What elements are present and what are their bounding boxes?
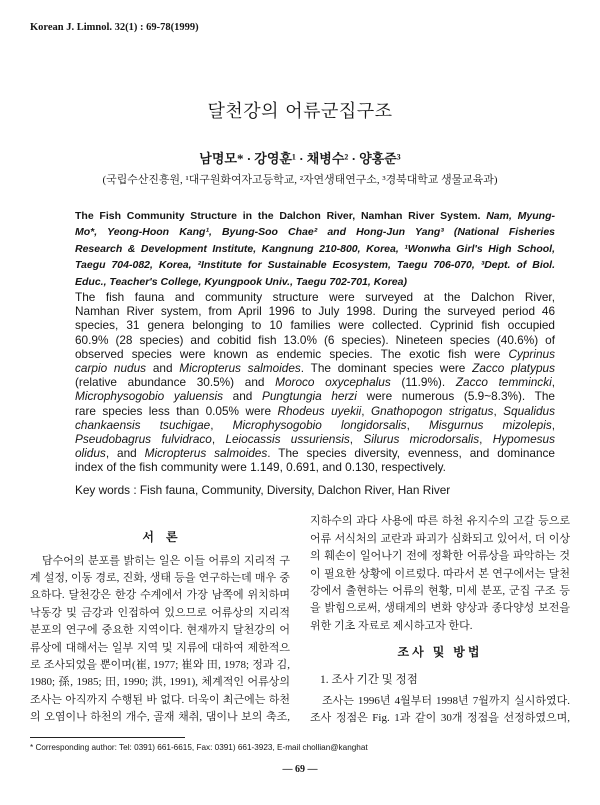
abstract xyxy=(75,290,555,475)
text-run: , xyxy=(211,432,226,447)
text-run: , xyxy=(493,403,504,418)
abstract-line xyxy=(75,446,555,460)
body-text-line: 낙동강 및 금강과 인접하여 있으므로 어류상의 지리적 xyxy=(30,606,290,619)
species-name: Rhodeus uyekii xyxy=(277,403,362,418)
text-run: were numerous (5.9~8.3%). The xyxy=(356,389,555,404)
abstract-line xyxy=(75,304,555,318)
body-text-line: 의 훼손이 일어나기 전에 정확한 어류상을 파악하는 것 xyxy=(310,550,570,563)
abstract-line xyxy=(75,460,555,474)
text-run: , xyxy=(210,417,233,432)
english-title-line xyxy=(75,241,555,258)
abstract-line xyxy=(75,361,555,375)
english-title-line xyxy=(75,224,555,241)
body-text-line: 조사 정점은 Fig. 1과 같이 30개 정점을 선정하였으며, xyxy=(310,712,570,725)
text-run: (relative abundance 30.5%) and xyxy=(75,375,276,390)
body-text-line: 을 밝힘으로써, 생태계의 변화 양상과 종다양성 보전을 xyxy=(310,602,570,615)
body-text-line: 분포의 연구에 중요한 지역이다. 현재까지 달천강의 어 xyxy=(30,624,290,637)
body-text-line: 의 오염이나 하천의 개수, 골재 채취, 댐이나 보의 축조, xyxy=(30,711,290,724)
abstract-line xyxy=(75,290,555,304)
paper-title: 달천강의 어류군집구조 xyxy=(207,101,393,122)
text-run: , and xyxy=(105,446,145,461)
text-run: (11.9%). xyxy=(390,375,456,390)
english-title-line xyxy=(75,257,555,274)
text-run: and xyxy=(223,389,262,404)
body-text-line: 조사는 아직까지 수행된 바 없다. 더욱이 최근에는 하천 xyxy=(30,693,290,706)
species-name: Silurus microdorsalis xyxy=(363,432,480,447)
text-run: Namhan River system, from April 1996 to July 1998. During the surveyed period 46 xyxy=(75,304,555,319)
text-run: . The species diversity, evenness, and dominance xyxy=(267,446,555,461)
abstract-line xyxy=(75,375,555,389)
text-run: index of the fish community were 1.149, 0.691, and 0.130, respectively. xyxy=(75,460,446,475)
english-title-line xyxy=(75,274,555,291)
body-text-line: 위한 기초 자료로 제시하고자 한다. xyxy=(310,619,473,632)
body-text-line: 어류 서식처의 교란과 파괴가 심화되고 있어서, 더 이상 xyxy=(310,532,570,545)
text-run: , xyxy=(479,432,493,447)
abstract-line xyxy=(75,418,555,432)
author-affiliations: (국립수산진흥원, ¹대구원화여자고등학교, ²자연생태연구소, ³경북대학교 생물교육과) xyxy=(102,174,498,186)
species-name: Leiocassis ussuriensis xyxy=(225,432,350,447)
text-run: , xyxy=(551,375,556,390)
abstract-line xyxy=(75,432,555,446)
species-name: Micropterus salmoides xyxy=(179,361,301,376)
body-text-line: 지하수의 과다 사용에 따른 하천 유지수의 고갈 등으로 xyxy=(310,515,570,528)
species-name: chankaensis tsuchigae xyxy=(75,417,211,432)
species-name: Moroco oxycephalus xyxy=(275,375,391,390)
text-run: , xyxy=(551,417,555,432)
species-name: Zacco platypus xyxy=(472,361,555,376)
page-number: — 69 — xyxy=(282,764,318,775)
introduction-text-continued xyxy=(310,513,570,635)
author-affiliation-run: Research & Development Institute, Kangnung 210-800, Korea, ¹Wonwha Girl's High School, xyxy=(75,242,555,255)
species-name: Misgurnus mizolepis xyxy=(428,417,552,432)
text-run: rare species less than 0.05% were xyxy=(75,403,278,418)
abstract-line xyxy=(75,404,555,418)
footnote-divider xyxy=(30,737,185,738)
section-heading-introduction: 서 론 xyxy=(142,530,178,544)
body-text-line: 조사는 1996년 4월부터 1998년 7월까지 실시하였다. xyxy=(322,695,570,707)
text-run: , xyxy=(349,432,364,447)
species-name: Micropterus salmoides xyxy=(144,446,268,461)
body-text-line: 류상에 대해서는 일부 지역 및 지류에 대하여 제한적으 xyxy=(30,641,290,654)
text-run: The fish fauna and community structure were surveyed at the Dalchon River, xyxy=(75,290,555,304)
body-text-line: 담수어의 분포를 밝히는 일은 이들 어류의 지리적 구 xyxy=(42,554,290,567)
author-affiliation-run: Mo*, Yeong-Hoon Kang¹, Byung-Soo Chae² and Hong-Jun Yang³ (National Fisheries xyxy=(75,226,555,239)
text-run: The Fish Community Structure in the Dalchon River, Namhan River System. xyxy=(75,209,487,222)
introduction-text xyxy=(30,553,290,727)
species-name: olidus xyxy=(75,446,106,461)
author-list: 남명모* · 강영훈¹ · 채병수² · 양홍준³ xyxy=(199,151,401,166)
author-affiliation-run: Nam, Myung- xyxy=(486,209,555,222)
text-run: , xyxy=(406,417,429,432)
species-name: Gnathopogon strigatus xyxy=(370,403,494,418)
text-run: . The dominant species were xyxy=(300,361,473,376)
author-affiliation-run: Educ., Teacher's College, Kyungpook Univ., Taegu 702-701, Korea) xyxy=(75,275,407,288)
abstract-line xyxy=(75,389,555,403)
text-run: observed species were known as endemic species. The exotic fish were xyxy=(75,346,509,361)
species-name: Squalidus xyxy=(503,403,555,418)
species-name: Microphysogobio longidorsalis xyxy=(232,417,407,432)
species-name: Microphysogobio yaluensis xyxy=(75,389,224,404)
text-run: species, 31 genera belonging to 10 families were collected. Cyprinid fish occupied xyxy=(75,318,555,333)
species-name: Zacco temmincki xyxy=(455,375,552,390)
body-text-line: 1980; 孫, 1985; 田, 1990; 洪, 1991), 체계적인 어류상의 xyxy=(30,676,290,689)
section-heading-methods: 조사 및 방법 xyxy=(397,645,483,659)
subsection-heading: 1. 조사 기간 및 정점 xyxy=(320,674,418,686)
abstract-line xyxy=(75,347,555,361)
abstract-line xyxy=(75,318,555,332)
body-text-line: 요하다. 달천강은 한강 수계에서 가장 남쪽에 위치하며 xyxy=(30,589,290,602)
text-run: and xyxy=(146,361,180,376)
species-name: carpio nudus xyxy=(75,361,147,376)
body-text-line: 강에서 출현하는 어류의 현황, 미세 분포, 군집 구조 등 xyxy=(310,584,570,597)
english-title-line xyxy=(75,208,555,225)
footnote-corresponding-author: * Corresponding author: Tel: 0391) 661-6615, Fax: 0391) 661-3923, E-mail chollian@kanghat xyxy=(30,743,368,752)
abstract-line xyxy=(75,333,555,347)
author-affiliation-run: Taegu 704-082, Korea, ²Institute for Sustainable Ecosystem, Taegu 706-070, ³Dept. of Biol. xyxy=(75,259,555,272)
text-run: , xyxy=(361,403,371,418)
body-text-line: 이 필요한 상황에 이르렀다. 따라서 본 연구에서는 달천 xyxy=(310,567,570,580)
text-run: 60.9% (28 species) and cobitid fish 13.0% (6 species). Nineteen species (40.6%) of xyxy=(75,332,555,347)
english-title-block xyxy=(75,208,555,291)
methods-text xyxy=(310,693,570,728)
journal-citation: Korean J. Limnol. 32(1) : 69-78(1999) xyxy=(30,22,199,33)
species-name: Pungtungia herzi xyxy=(262,389,357,404)
species-name: Hypomesus xyxy=(492,432,556,447)
species-name: Cyprinus xyxy=(508,346,555,361)
body-text-line: 로 조사되었을 뿐이며(崔, 1977; 崔와 田, 1978; 정과 김, xyxy=(30,658,290,671)
species-name: Pseudobagrus fulvidraco xyxy=(75,432,212,447)
body-text-line: 계 설정, 이동 경로, 진화, 생태 등을 연구하는데 매우 중 xyxy=(30,571,290,584)
keywords: Key words : Fish fauna, Community, Diversity, Dalchon River, Han River xyxy=(75,483,451,497)
